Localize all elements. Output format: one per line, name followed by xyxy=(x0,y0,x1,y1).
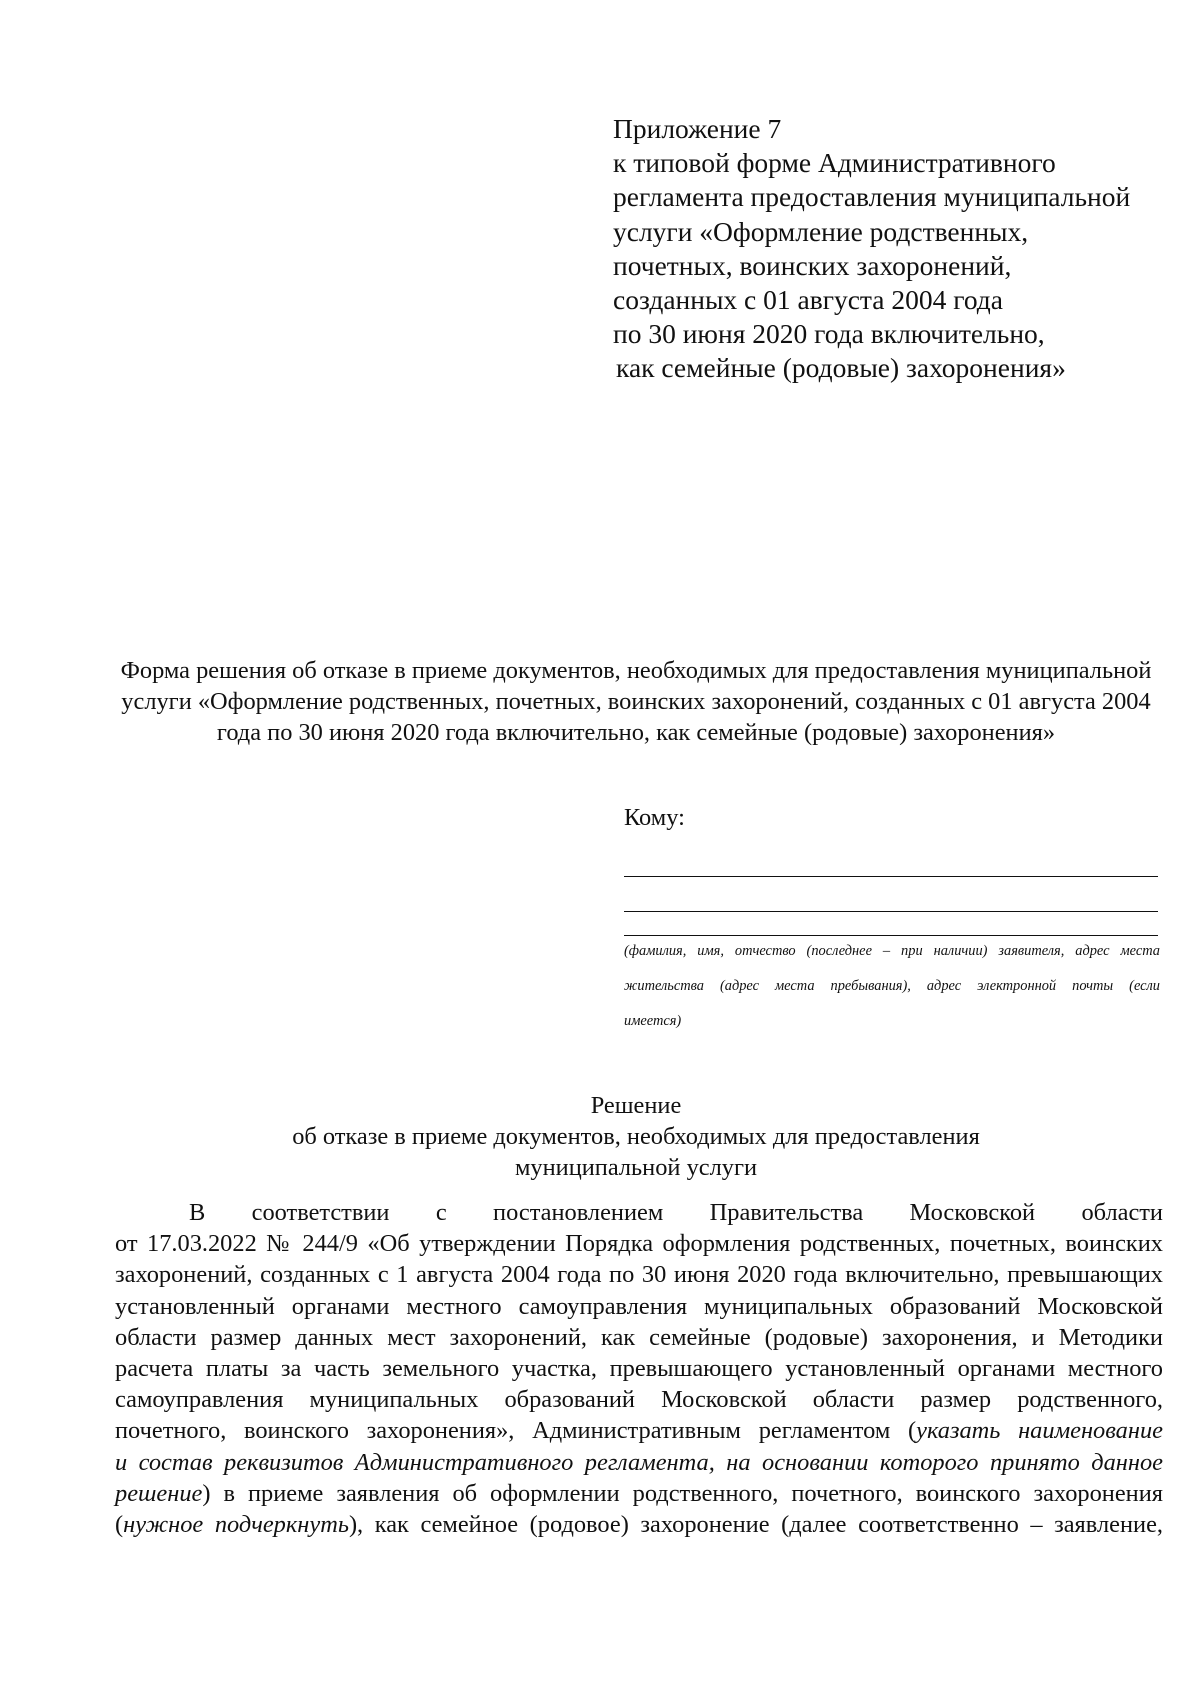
appendix-line: как семейные (родовые) захоронения» xyxy=(616,352,1066,384)
body-line xyxy=(115,1509,1163,1540)
body-line: самоуправления муниципальных образований Московской области размер родственного, xyxy=(115,1386,1163,1414)
decision-title-line: об отказе в приеме документов, необходимых для предоставления xyxy=(292,1123,980,1150)
form-title-line: Форма решения об отказе в приеме документов, необходимых для предоставления муниципальной xyxy=(120,657,1152,684)
body-line: установленный органами местного самоуправления муниципальных образований Московской xyxy=(115,1292,1163,1320)
body-italic-segment: нужное подчеркнуть xyxy=(123,1511,349,1539)
appendix-line: Приложение 7 xyxy=(613,113,782,144)
recipient-caption-line: жительства (адрес места пребывания), адрес электронной почты (если xyxy=(624,978,1160,994)
body-italic-segment: указать наименование xyxy=(916,1417,1163,1445)
body-italic-segment: решение xyxy=(115,1479,203,1507)
appendix-line: почетных, воинских захоронений, xyxy=(613,249,1012,281)
body-line xyxy=(115,1447,1163,1478)
body-line: расчета платы за часть земельного участка, превышающего установленный органами местного xyxy=(115,1355,1163,1383)
decision-title-line: Решение xyxy=(590,1092,682,1119)
appendix-line: услуги «Оформление родственных, xyxy=(613,215,1029,247)
recipient-label: Кому: xyxy=(624,804,685,831)
recipient-blank-line xyxy=(624,911,1158,912)
decision-title-line: муниципальной услуги xyxy=(514,1154,758,1181)
decision-body xyxy=(115,1197,1163,1540)
appendix-line: по 30 июня 2020 года включительно, xyxy=(613,318,1045,350)
body-line xyxy=(115,1478,1163,1509)
body-text-segment: ( xyxy=(115,1511,124,1539)
form-title-line: услуги «Оформление родственных, почетных, воинских захоронений, созданных с 01 августа 2004 xyxy=(121,688,1151,715)
form-title-line: года по 30 июня 2020 года включительно, как семейные (родовые) захоронения» xyxy=(216,719,1056,746)
appendix-header xyxy=(613,112,1173,386)
appendix-line: к типовой форме Административного xyxy=(613,147,1056,179)
recipient-blank-line xyxy=(624,876,1158,877)
body-text-segment: ), как семейное (родовое) захоронение (далее соответственно – заявление, xyxy=(348,1511,1163,1539)
body-text-segment: почетного, воинского захоронения», Административным регламентом ( xyxy=(115,1417,917,1445)
body-line: В соответствии с постановлением Правительства Московской области xyxy=(189,1199,1163,1226)
body-text-segment: ) в приеме заявления об оформлении родственного, почетного, воинского захоронения xyxy=(202,1479,1163,1507)
body-line: захоронений, созданных с 1 августа 2004 года по 30 июня 2020 года включительно, превышающих xyxy=(115,1261,1163,1289)
form-title xyxy=(110,655,1162,748)
recipient-caption-line: имеется) xyxy=(624,1013,682,1029)
body-line: от 17.03.2022 № 244/9 «Об утверждении Порядка оформления родственных, почетных, воинских xyxy=(115,1230,1163,1258)
body-italic-segment: и состав реквизитов Административного регламента, на основании которого принято данное xyxy=(115,1448,1163,1476)
appendix-line: созданных с 01 августа 2004 года xyxy=(613,284,1003,316)
decision-title xyxy=(110,1090,1162,1183)
recipient-caption-line: (фамилия, имя, отчество (последнее – при наличии) заявителя, адрес места xyxy=(624,943,1160,959)
appendix-line: регламента предоставления муниципальной xyxy=(613,181,1131,213)
body-line xyxy=(115,1415,1163,1446)
body-line: области размер данных мест захоронений, как семейные (родовые) захоронения, и Методики xyxy=(115,1323,1163,1351)
recipient-caption xyxy=(624,934,1160,1039)
